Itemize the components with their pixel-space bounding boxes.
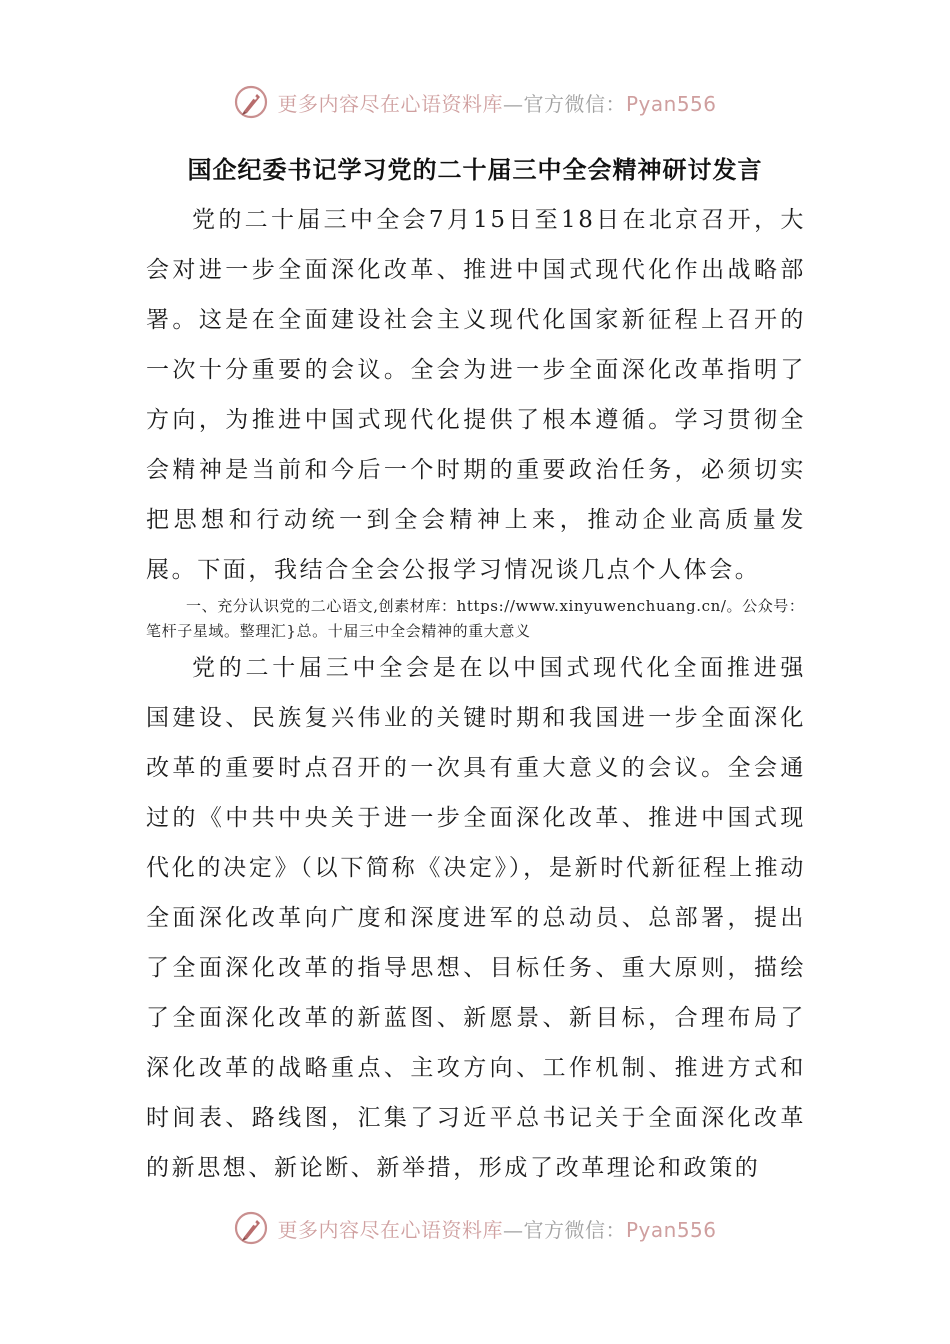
banner-separator: —	[502, 1217, 524, 1242]
pen-nib-logo-icon	[233, 84, 269, 120]
banner-brand: 更多内容尽在心语资料库	[277, 1217, 503, 1242]
body-paragraph-1: 党的二十届三中全会7月15日至18日在北京召开，大会对进一步全面深化改革、推进中国式现代化作出战略部署。这是在全面建设社会主义现代化国家新征程上召开的一次十分重要的会议。全会为进一步全面深化改革指明了方向，为推进中国式现代化提供了根本遵循。学习贯彻全会精神是当前和今后一个时期的重要政治任务，必须切实把思想和行动统一到全会精神上来，推动企业高质量发展。下面，我结合全会公报学习情况谈几点个人体会。	[146, 207, 806, 583]
header-banner	[0, 82, 950, 122]
pen-nib-logo-icon	[233, 1210, 269, 1246]
body-paragraph-2: 党的二十届三中全会是在以中国式现代化全面推进强国建设、民族复兴伟业的关键时期和我国进一步全面深化改革的重要时点召开的一次具有重大意义的会议。全会通过的《中共中央关于进一步全面深化改革、推进中国式现代化的决定》（以下简称《决定》），是新时代新征程上推动全面深化改革向广度和深度进军的总动员、总部署，提出了全面深化改革的指导思想、目标任务、重大原则，描绘了全面深化改革的新蓝图、新愿景、新目标，合理布局了深化改革的战略重点、主攻方向、工作机制、推进方式和时间表、路线图，汇集了习近平总书记关于全面深化改革的新思想、新论断、新举措，形成了改革理论和政策的	[146, 655, 806, 1181]
banner-wechat-id: Pyan556	[625, 1217, 717, 1242]
banner-text	[277, 1214, 716, 1243]
banner-wechat-label: 官方微信：	[523, 91, 626, 116]
banner-brand: 更多内容尽在心语资料库	[277, 91, 503, 116]
banner-separator: —	[502, 91, 524, 116]
section-heading-note: 一、充分认识党的二心语文,创素材库：https://www.xinyuwenchuang.cn/。公众号：笔杆子星域。整理汇}总。十届三中全会精神的重大意义	[146, 597, 805, 640]
document-title: 国企纪委书记学习党的二十届三中全会精神研讨发言	[187, 156, 763, 184]
banner-text	[277, 88, 716, 117]
footer-banner	[0, 1208, 950, 1248]
banner-wechat-id: Pyan556	[625, 91, 717, 116]
banner-wechat-label: 官方微信：	[523, 1217, 626, 1242]
